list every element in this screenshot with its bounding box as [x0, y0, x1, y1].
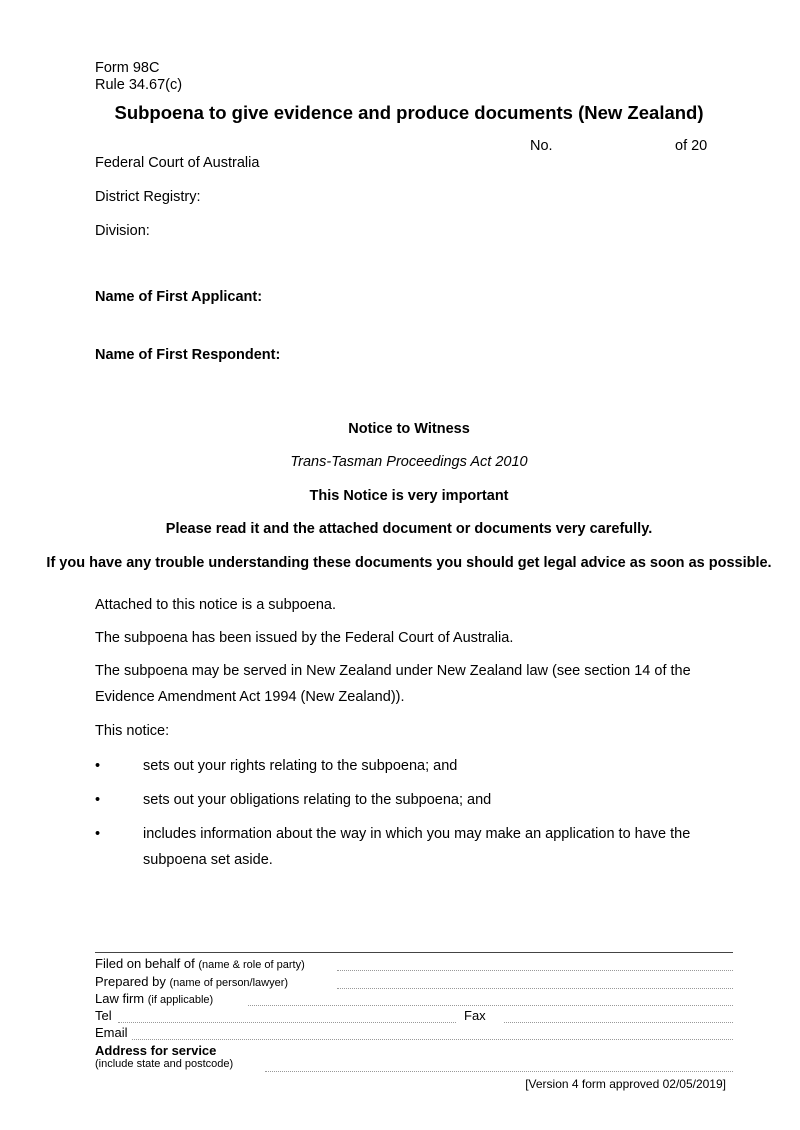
prepared-by-note: (name of person/lawyer) [169, 977, 289, 989]
version-stamp: [Version 4 form approved 02/05/2019] [525, 1077, 726, 1091]
filed-on-behalf-text: Filed on behalf of [95, 956, 195, 971]
bullet-item-obligations: sets out your obligations relating to the subpoena; and [143, 792, 492, 808]
fax-field[interactable] [504, 1022, 733, 1023]
bullet-item-set-aside: includes information about the way in which you may make an application to have the subpoena set aside. [143, 826, 691, 868]
address-for-service-label: Address for service [95, 1043, 217, 1058]
law-firm-text: Law firm [95, 991, 145, 1006]
prepared-by-text: Prepared by [95, 974, 166, 989]
tel-label: Tel [95, 1008, 112, 1023]
rule-reference: Rule 34.67(c) [95, 77, 183, 93]
first-respondent-label: Name of First Respondent: [95, 347, 281, 363]
tel-field[interactable] [118, 1022, 456, 1023]
notice-heading: Notice to Witness [348, 421, 470, 437]
first-applicant-label: Name of First Applicant: [95, 289, 263, 305]
bullet-marker: • [95, 826, 101, 842]
paragraph-this-notice: This notice: [95, 723, 170, 739]
document-title: Subpoena to give evidence and produce documents (New Zealand) [114, 102, 704, 123]
address-for-service-field[interactable] [265, 1071, 733, 1072]
filed-on-behalf-note: (name & role of party) [198, 959, 305, 971]
filed-on-behalf-field[interactable] [337, 970, 733, 971]
file-number-label: No. [530, 138, 553, 154]
court-name: Federal Court of Australia [95, 155, 260, 171]
law-firm-label [95, 991, 213, 1006]
form-number: Form 98C [95, 60, 160, 76]
paragraph-issued: The subpoena has been issued by the Federal Court of Australia. [95, 630, 514, 646]
bullet-marker: • [95, 792, 101, 808]
email-label: Email [95, 1025, 128, 1040]
filed-on-behalf-label [95, 956, 305, 971]
read-carefully-notice: Please read it and the attached document or documents very carefully. [165, 521, 653, 537]
bullet-marker: • [95, 758, 101, 774]
paragraph-attached: Attached to this notice is a subpoena. [95, 597, 337, 613]
division-label: Division: [95, 223, 150, 239]
bullet-item-rights: sets out your rights relating to the subpoena; and [143, 758, 458, 774]
email-field[interactable] [132, 1039, 733, 1040]
important-notice: This Notice is very important [309, 488, 509, 504]
law-firm-field[interactable] [248, 1005, 733, 1006]
footer-divider [95, 952, 733, 953]
prepared-by-field[interactable] [337, 988, 733, 989]
act-title: Trans-Tasman Proceedings Act 2010 [290, 454, 528, 470]
district-registry-label: District Registry: [95, 189, 201, 205]
year-label: of 20 [675, 138, 708, 154]
address-note: (include state and postcode) [95, 1058, 234, 1070]
law-firm-note: (if applicable) [147, 994, 214, 1006]
legal-advice-notice: If you have any trouble understanding these documents you should get legal advice as soon as possible. [46, 555, 772, 571]
fax-label: Fax [464, 1008, 486, 1023]
paragraph-served: The subpoena may be served in New Zealand under New Zealand law (see section 14 of the Evidence Amendment Act 1994 (New Zealand)). [95, 663, 691, 705]
prepared-by-label [95, 974, 288, 989]
